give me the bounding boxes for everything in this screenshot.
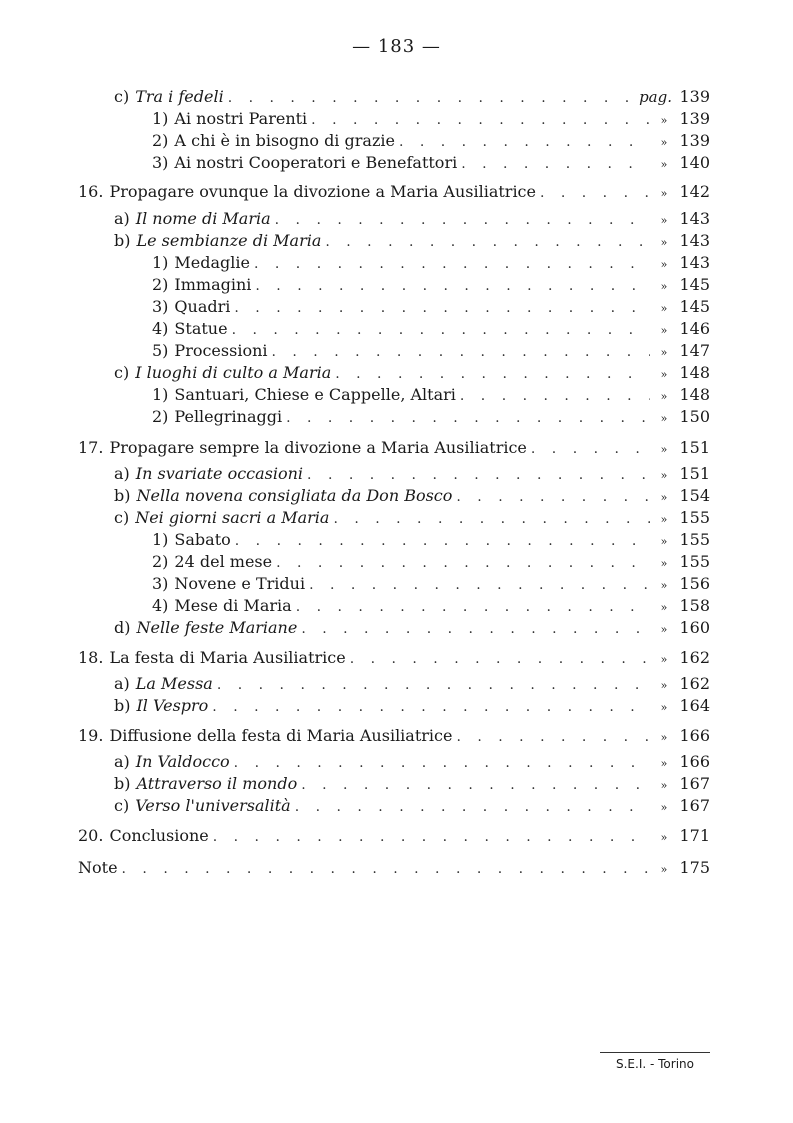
toc-entry-title: Quadri bbox=[174, 297, 231, 316]
ditto-mark: » bbox=[660, 390, 668, 403]
toc-entry bbox=[114, 673, 710, 695]
toc-entry-label: b) bbox=[114, 774, 131, 793]
toc-entry-title: Il nome di Maria bbox=[135, 209, 271, 228]
toc-entry-page: 142 bbox=[679, 182, 710, 201]
toc-entry bbox=[78, 437, 710, 459]
toc-entry-title: Pellegrinaggi bbox=[174, 407, 283, 426]
ditto-mark: » bbox=[660, 114, 668, 127]
toc-entry bbox=[114, 230, 710, 252]
toc-entry-label: 18. bbox=[78, 648, 104, 667]
printer-imprint: S.E.I. - Torino bbox=[600, 1052, 710, 1071]
leader-dots bbox=[228, 87, 635, 109]
leader-dots bbox=[311, 109, 650, 131]
leader-dots bbox=[461, 153, 650, 175]
ditto-mark: » bbox=[660, 801, 668, 814]
toc-entry-page: 167 bbox=[679, 774, 710, 793]
leader-dots bbox=[122, 858, 650, 880]
toc-entry bbox=[114, 463, 710, 485]
toc-entry-label: a) bbox=[114, 209, 130, 228]
toc-entry-title: Nelle feste Mariane bbox=[136, 618, 298, 637]
ditto-mark: » bbox=[660, 158, 668, 171]
toc-entry-page: 139 bbox=[679, 131, 710, 150]
ditto-mark: » bbox=[660, 679, 668, 692]
toc-entry-page: 145 bbox=[679, 275, 710, 294]
toc-entry-page: 171 bbox=[679, 826, 710, 845]
toc-entry bbox=[114, 362, 710, 384]
toc-entry-title: Processioni bbox=[174, 341, 268, 360]
toc-entry-page: 162 bbox=[679, 674, 710, 693]
toc-entry-title: Medaglie bbox=[174, 253, 250, 272]
leader-dots bbox=[254, 253, 650, 275]
toc-entry bbox=[114, 507, 710, 529]
toc-entry bbox=[152, 384, 710, 406]
page-number: — 183 — bbox=[352, 36, 441, 57]
toc-entry-title: Sabato bbox=[174, 530, 231, 549]
toc-entry-page: 175 bbox=[679, 858, 710, 877]
toc-entry-title: Nei giorni sacri a Maria bbox=[135, 508, 330, 527]
ditto-mark: » bbox=[660, 623, 668, 636]
toc-entry-page: 164 bbox=[679, 696, 710, 715]
toc-entry-page: 143 bbox=[679, 231, 710, 250]
toc-entry-title: Conclusione bbox=[109, 826, 209, 845]
toc-entry-page: 139 bbox=[679, 109, 710, 128]
toc-entry-label: b) bbox=[114, 486, 131, 505]
toc-entry-label: c) bbox=[114, 796, 130, 815]
leader-dots bbox=[325, 231, 650, 253]
ditto-mark: » bbox=[660, 236, 668, 249]
toc-entry-label: 4) bbox=[152, 596, 169, 615]
toc-entry-page: 148 bbox=[679, 385, 710, 404]
leader-dots bbox=[399, 131, 650, 153]
toc-entry bbox=[152, 551, 710, 573]
toc-entry bbox=[114, 208, 710, 230]
toc-entry-title: Santuari, Chiese e Cappelle, Altari bbox=[174, 385, 456, 404]
toc-entry-label: 16. bbox=[78, 182, 104, 201]
toc-entry bbox=[78, 181, 710, 203]
toc-entry-page: 140 bbox=[679, 153, 710, 172]
toc-entry-page: 139 bbox=[679, 87, 710, 106]
leader-dots bbox=[456, 486, 650, 508]
ditto-mark: » bbox=[660, 831, 668, 844]
toc-entry-label: a) bbox=[114, 674, 130, 693]
toc-entry-title: Novene e Tridui bbox=[174, 574, 306, 593]
toc-entry-title: Propagare sempre la divozione a Maria Ausiliatrice bbox=[109, 438, 527, 457]
toc-entry-label: 2) bbox=[152, 407, 169, 426]
leader-dots bbox=[309, 574, 650, 596]
ditto-mark: » bbox=[660, 258, 668, 271]
toc-entry bbox=[78, 647, 710, 669]
toc-entry-page: 155 bbox=[679, 530, 710, 549]
toc-entry-label: 3) bbox=[152, 153, 169, 172]
leader-dots bbox=[301, 618, 650, 640]
ditto-mark: » bbox=[660, 346, 668, 359]
ditto-mark: » bbox=[660, 779, 668, 792]
toc-entry bbox=[78, 857, 710, 879]
toc-entry-title: Diffusione della festa di Maria Ausiliatrice bbox=[109, 726, 453, 745]
toc-entry-label: 2) bbox=[152, 275, 169, 294]
toc-entry bbox=[114, 773, 710, 795]
toc-entry-title: Tra i fedeli bbox=[135, 87, 224, 106]
ditto-mark: » bbox=[660, 701, 668, 714]
ditto-mark: » bbox=[660, 731, 668, 744]
leader-dots bbox=[217, 674, 650, 696]
toc-entry-page: 154 bbox=[679, 486, 710, 505]
toc-entry bbox=[114, 86, 710, 108]
toc-entry-page: 151 bbox=[679, 464, 710, 483]
toc-entry-label: 3) bbox=[152, 297, 169, 316]
ditto-mark: » bbox=[660, 302, 668, 315]
leader-dots bbox=[540, 182, 650, 204]
ditto-mark: » bbox=[660, 513, 668, 526]
toc-entry-label: d) bbox=[114, 618, 131, 637]
ditto-mark: » bbox=[660, 280, 668, 293]
toc-entry bbox=[78, 725, 710, 747]
toc-entry-page: 166 bbox=[679, 726, 710, 745]
toc-entry bbox=[152, 130, 710, 152]
toc-entry-page: 146 bbox=[679, 319, 710, 338]
leader-dots bbox=[456, 726, 650, 748]
leader-dots bbox=[335, 363, 650, 385]
ditto-mark: » bbox=[660, 601, 668, 614]
toc-entry-page: 148 bbox=[679, 363, 710, 382]
toc-entry-label: 2) bbox=[152, 552, 169, 571]
toc-entry-label: c) bbox=[114, 363, 130, 382]
leader-dots bbox=[296, 596, 650, 618]
toc-entry-label: 2) bbox=[152, 131, 169, 150]
toc-entry-page: 143 bbox=[679, 209, 710, 228]
toc-entry bbox=[152, 595, 710, 617]
toc-entry bbox=[152, 340, 710, 362]
toc-entry-label: 4) bbox=[152, 319, 169, 338]
ditto-mark: » bbox=[660, 557, 668, 570]
leader-dots bbox=[295, 796, 650, 818]
toc-entry-title: A chi è in bisogno di grazie bbox=[174, 131, 395, 150]
toc-entry-label: 5) bbox=[152, 341, 169, 360]
toc-entry bbox=[114, 795, 710, 817]
toc-entry-page: 160 bbox=[679, 618, 710, 637]
ditto-mark: » bbox=[660, 443, 668, 456]
toc-entry bbox=[114, 485, 710, 507]
toc-entry-label: 17. bbox=[78, 438, 104, 457]
toc-entry-page: 155 bbox=[679, 552, 710, 571]
toc-entry-label: 1) bbox=[152, 109, 169, 128]
toc-entry-page: 158 bbox=[679, 596, 710, 615]
toc-entry-page: 147 bbox=[679, 341, 710, 360]
ditto-mark: » bbox=[660, 412, 668, 425]
leader-dots bbox=[275, 209, 650, 231]
toc-entry-page: 143 bbox=[679, 253, 710, 272]
page-prefix: pag. bbox=[639, 88, 672, 106]
toc-entry-title: Mese di Maria bbox=[174, 596, 292, 615]
toc-entry bbox=[152, 152, 710, 174]
toc-entry bbox=[152, 274, 710, 296]
toc-entry bbox=[114, 695, 710, 717]
toc-entry bbox=[114, 617, 710, 639]
toc-entry bbox=[152, 573, 710, 595]
leader-dots bbox=[286, 407, 650, 429]
toc-entry-page: 166 bbox=[679, 752, 710, 771]
toc-entry-title: I luoghi di culto a Maria bbox=[135, 363, 332, 382]
toc-entry-title: Immagini bbox=[174, 275, 252, 294]
leader-dots bbox=[234, 297, 650, 319]
leader-dots bbox=[531, 438, 650, 460]
toc-entry-title: Verso l'universalità bbox=[135, 796, 291, 815]
toc-entry-title: Il Vespro bbox=[136, 696, 209, 715]
leader-dots bbox=[272, 341, 651, 363]
toc-entry-title: Statue bbox=[174, 319, 228, 338]
ditto-mark: » bbox=[660, 368, 668, 381]
leader-dots bbox=[307, 464, 650, 486]
leader-dots bbox=[333, 508, 650, 530]
toc-entry bbox=[152, 252, 710, 274]
leader-dots bbox=[301, 774, 650, 796]
toc-entry-title: Ai nostri Parenti bbox=[174, 109, 308, 128]
toc-entry-label: 1) bbox=[152, 253, 169, 272]
toc-entry-title: La festa di Maria Ausiliatrice bbox=[109, 648, 346, 667]
leader-dots bbox=[235, 530, 650, 552]
toc-entry bbox=[78, 825, 710, 847]
toc-entry-label: b) bbox=[114, 231, 131, 250]
toc-entry-title: La Messa bbox=[135, 674, 213, 693]
ditto-mark: » bbox=[660, 757, 668, 770]
toc-entry-page: 155 bbox=[679, 508, 710, 527]
leader-dots bbox=[232, 319, 650, 341]
ditto-mark: » bbox=[660, 214, 668, 227]
toc-entry-title: Propagare ovunque la divozione a Maria Ausiliatrice bbox=[109, 182, 536, 201]
leader-dots bbox=[213, 826, 650, 848]
toc-entry-label: 19. bbox=[78, 726, 104, 745]
ditto-mark: » bbox=[660, 136, 668, 149]
toc-entry bbox=[114, 751, 710, 773]
leader-dots bbox=[255, 275, 650, 297]
toc-entry-title: In svariate occasioni bbox=[135, 464, 304, 483]
toc-entry-title: Ai nostri Cooperatori e Benefattori bbox=[174, 153, 458, 172]
ditto-mark: » bbox=[660, 469, 668, 482]
toc-entry-page: 150 bbox=[679, 407, 710, 426]
toc-entry-label: 20. bbox=[78, 826, 104, 845]
toc-entry-label: 3) bbox=[152, 574, 169, 593]
toc-entry-page: 151 bbox=[679, 438, 710, 457]
toc-entry-label: 1) bbox=[152, 385, 169, 404]
toc-entry-label: 1) bbox=[152, 530, 169, 549]
toc-entry-page: 156 bbox=[679, 574, 710, 593]
toc-entry-title: In Valdocco bbox=[135, 752, 230, 771]
toc-entry-label: c) bbox=[114, 87, 130, 106]
toc-entry-label: c) bbox=[114, 508, 130, 527]
toc-entry bbox=[152, 529, 710, 551]
toc-entry bbox=[152, 296, 710, 318]
toc-entry-label: b) bbox=[114, 696, 131, 715]
ditto-mark: » bbox=[660, 863, 668, 876]
ditto-mark: » bbox=[660, 579, 668, 592]
leader-dots bbox=[276, 552, 650, 574]
ditto-mark: » bbox=[660, 324, 668, 337]
toc-entry-page: 162 bbox=[679, 648, 710, 667]
ditto-mark: » bbox=[660, 491, 668, 504]
toc-entry bbox=[152, 108, 710, 130]
toc-entry-label: a) bbox=[114, 752, 130, 771]
leader-dots bbox=[350, 648, 650, 670]
toc-entry-title: Attraverso il mondo bbox=[136, 774, 298, 793]
ditto-mark: » bbox=[660, 187, 668, 200]
toc-entry-page: 145 bbox=[679, 297, 710, 316]
toc-entry-page: 167 bbox=[679, 796, 710, 815]
toc-entry-label: a) bbox=[114, 464, 130, 483]
ditto-mark: » bbox=[660, 535, 668, 548]
toc-entry-title: Note bbox=[78, 858, 118, 877]
leader-dots bbox=[234, 752, 650, 774]
toc-entry bbox=[152, 318, 710, 340]
toc-entry-title: Nella novena consigliata da Don Bosco bbox=[136, 486, 453, 505]
toc-entry-title: Le sembianze di Maria bbox=[136, 231, 322, 250]
toc-entry-title: 24 del mese bbox=[174, 552, 273, 571]
ditto-mark: » bbox=[660, 653, 668, 666]
leader-dots bbox=[460, 385, 650, 407]
toc-entry bbox=[152, 406, 710, 428]
leader-dots bbox=[212, 696, 650, 718]
